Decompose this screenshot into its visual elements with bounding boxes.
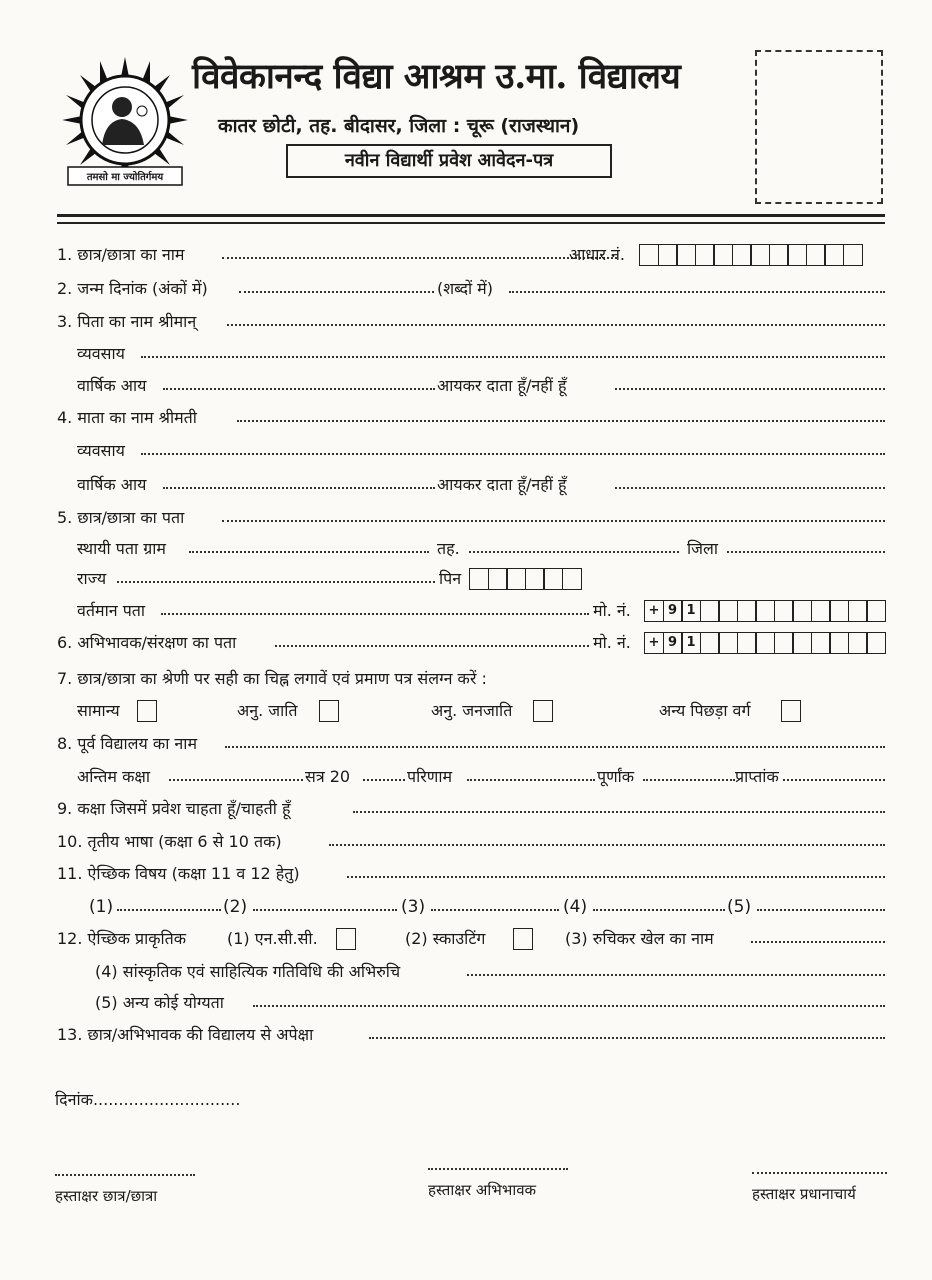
- fullmarks-field[interactable]: [643, 764, 735, 781]
- parent-signature-line[interactable]: [428, 1166, 568, 1170]
- other-ability-label: (5) अन्य कोई योग्यता: [95, 993, 224, 1012]
- category-general-label: सामान्य: [77, 701, 120, 720]
- mother-income-field[interactable]: [163, 472, 435, 489]
- field-row: [57, 829, 887, 855]
- field-row: [57, 630, 887, 656]
- subject-4-field[interactable]: [593, 894, 725, 911]
- guardian-mobile-label: मो. नं.: [593, 633, 631, 652]
- obtained-field[interactable]: [783, 764, 885, 781]
- tehsil-field[interactable]: [469, 536, 679, 553]
- father-taxpayer-label: आयकर दाता हूँ/नहीं हूँ: [437, 376, 567, 395]
- logo-motto: तमसो मा ज्योतिर्गमय: [86, 172, 164, 183]
- aadhar-label: आधार नं.: [569, 245, 625, 264]
- field-row: [77, 566, 887, 592]
- previous-school-field[interactable]: [225, 731, 885, 748]
- principal-signature-label: हस्ताक्षर प्रधानाचार्य: [752, 1185, 856, 1203]
- last-class-field[interactable]: [169, 764, 303, 781]
- category-obc-label: अन्य पिछड़ा वर्ग: [659, 701, 751, 720]
- father-taxpayer-field[interactable]: [615, 373, 885, 390]
- ncc-label: (1) एन.सी.सी.: [227, 929, 318, 948]
- field-row: [89, 894, 887, 920]
- student-name-label: 1. छात्र/छात्रा का नाम: [57, 245, 185, 264]
- header-rule-top: [57, 214, 885, 217]
- result-field[interactable]: [467, 764, 595, 781]
- address-field[interactable]: [222, 505, 885, 522]
- cultural-label: (4) सांस्कृतिक एवं साहित्यिक गतिविधि की अभिरुचि: [95, 962, 401, 981]
- field-row: [77, 438, 887, 464]
- state-label: राज्य: [77, 569, 107, 588]
- mother-occupation-label: व्यवसाय: [77, 441, 125, 460]
- field-row: [77, 536, 887, 562]
- field-row: [57, 1022, 887, 1048]
- field-row: [57, 666, 887, 692]
- field-row: [77, 373, 887, 399]
- field-row: [57, 276, 887, 302]
- field-row: [57, 731, 887, 757]
- permanent-village-label: स्थायी पता ग्राम: [77, 539, 166, 558]
- subject-4-label: (4): [563, 897, 588, 917]
- field-row: [57, 405, 887, 431]
- father-occupation-field[interactable]: [141, 341, 885, 358]
- category-sc-label: अनु. जाति: [237, 701, 298, 720]
- category-instruction: 7. छात्र/छात्रा का श्रेणी पर सही का चिह्न लगावें एवं प्रमाण पत्र संलग्न करें :: [57, 669, 487, 688]
- field-row: [57, 505, 887, 531]
- student-name-field[interactable]: [222, 242, 617, 259]
- address-label: 5. छात्र/छात्रा का पता: [57, 508, 185, 527]
- field-row: [77, 764, 887, 790]
- father-income-field[interactable]: [163, 373, 435, 390]
- third-language-field[interactable]: [329, 829, 885, 846]
- expectation-label: 13. छात्र/अभिभावक की विद्यालय से अपेक्षा: [57, 1025, 314, 1044]
- field-row: [57, 861, 887, 887]
- father-occupation-label: व्यवसाय: [77, 344, 125, 363]
- father-name-label: 3. पिता का नाम श्रीमान्: [57, 312, 197, 331]
- field-row: [77, 341, 887, 367]
- optional-subjects-label: 11. ऐच्छिक विषय (कक्षा 11 व 12 हेतु): [57, 864, 300, 883]
- school-name: विवेकानन्द विद्या आश्रम उ.मा. विद्यालय: [192, 56, 681, 97]
- scouting-checkbox[interactable]: [513, 928, 533, 950]
- sports-field[interactable]: [751, 926, 885, 943]
- admission-class-label: 9. कक्षा जिसमें प्रवेश चाहता हूँ/चाहती हूँ: [57, 799, 291, 818]
- subject-2-label: (2): [223, 897, 248, 917]
- photo-box[interactable]: [755, 50, 883, 204]
- tehsil-label: तह.: [437, 539, 460, 558]
- father-income-label: वार्षिक आय: [77, 376, 147, 395]
- field-row: [95, 990, 887, 1016]
- category-row: [77, 698, 887, 724]
- current-address-field[interactable]: [161, 598, 589, 615]
- principal-signature-line[interactable]: [752, 1170, 887, 1174]
- mobile-label: मो. नं.: [593, 601, 631, 620]
- pin-boxes[interactable]: [469, 568, 580, 590]
- guardian-address-label: 6. अभिभावक/संरक्षण का पता: [57, 633, 237, 652]
- sports-label: (3) रुचिकर खेल का नाम: [565, 929, 714, 948]
- field-row: [57, 926, 887, 952]
- subject-5-field[interactable]: [757, 894, 885, 911]
- obtained-label: प्राप्तांक: [735, 767, 779, 786]
- mother-name-label: 4. माता का नाम श्रीमती: [57, 408, 197, 427]
- category-obc-checkbox[interactable]: [781, 700, 801, 722]
- session-field[interactable]: [363, 764, 405, 781]
- field-row: [77, 598, 887, 624]
- dob-words-label: (शब्दों में): [437, 279, 493, 298]
- admission-class-field[interactable]: [353, 796, 885, 813]
- dob-digits-field[interactable]: [239, 276, 434, 293]
- optional-subjects-field[interactable]: [347, 861, 885, 878]
- field-row: [57, 242, 887, 268]
- date-field[interactable]: दिनांक.............................: [55, 1090, 241, 1109]
- mother-income-label: वार्षिक आय: [77, 475, 147, 494]
- field-row: [77, 472, 887, 498]
- student-signature-line[interactable]: [55, 1172, 195, 1176]
- dob-digits-label: 2. जन्म दिनांक (अंकों में): [57, 279, 208, 298]
- mobile-boxes[interactable]: + 9 1: [644, 600, 885, 622]
- subject-1-field[interactable]: [117, 894, 221, 911]
- other-ability-field[interactable]: [253, 990, 885, 1007]
- cultural-field[interactable]: [467, 959, 885, 976]
- third-language-label: 10. तृतीय भाषा (कक्षा 6 से 10 तक): [57, 832, 282, 851]
- subject-5-label: (5): [727, 897, 752, 917]
- session-label: सत्र 20: [305, 767, 351, 786]
- mother-name-field[interactable]: [237, 405, 885, 422]
- subject-1-label: (1): [89, 897, 114, 917]
- school-logo: [60, 55, 190, 190]
- header-rule-bottom: [57, 222, 885, 224]
- last-class-label: अन्तिम कक्षा: [77, 767, 150, 786]
- previous-school-label: 8. पूर्व विद्यालय का नाम: [57, 734, 198, 753]
- subject-2-field[interactable]: [253, 894, 397, 911]
- guardian-address-field[interactable]: [275, 630, 589, 647]
- category-st-label: अनु. जनजाति: [431, 701, 513, 720]
- pin-label: पिन: [439, 569, 462, 588]
- fullmarks-label: पूर्णांक: [597, 767, 635, 786]
- form-title: नवीन विद्यार्थी प्रवेश आवेदन-पत्र: [286, 144, 612, 178]
- guardian-mobile-boxes[interactable]: + 9 1: [644, 632, 885, 654]
- field-row: [57, 796, 887, 822]
- field-row: [57, 309, 887, 335]
- dob-words-field[interactable]: [509, 276, 885, 293]
- subject-3-label: (3): [401, 897, 426, 917]
- mother-taxpayer-label: आयकर दाता हूँ/नहीं हूँ: [437, 475, 567, 494]
- state-field[interactable]: [117, 566, 435, 583]
- subject-3-field[interactable]: [431, 894, 559, 911]
- school-address: कातर छोटी, तह. बीदासर, जिला : चूरू (राजस्थान): [218, 115, 580, 137]
- father-name-field[interactable]: [227, 309, 885, 326]
- current-address-label: वर्तमान पता: [77, 601, 146, 620]
- result-label: परिणाम: [407, 767, 453, 786]
- extracurricular-label: 12. ऐच्छिक प्राकृतिक: [57, 929, 187, 948]
- mother-taxpayer-field[interactable]: [615, 472, 885, 489]
- field-row: [95, 959, 887, 985]
- parent-signature-label: हस्ताक्षर अभिभावक: [428, 1181, 537, 1199]
- district-label: जिला: [687, 539, 719, 558]
- category-st-checkbox[interactable]: [533, 700, 553, 722]
- category-general-checkbox[interactable]: [137, 700, 157, 722]
- category-sc-checkbox[interactable]: [319, 700, 339, 722]
- student-signature-label: हस्ताक्षर छात्र/छात्रा: [55, 1187, 158, 1205]
- ncc-checkbox[interactable]: [336, 928, 356, 950]
- permanent-village-field[interactable]: [189, 536, 429, 553]
- district-field[interactable]: [727, 536, 885, 553]
- expectation-field[interactable]: [369, 1022, 885, 1039]
- scouting-label: (2) स्काउटिंग: [405, 929, 486, 948]
- mother-occupation-field[interactable]: [141, 438, 885, 455]
- aadhar-boxes[interactable]: [639, 244, 861, 266]
